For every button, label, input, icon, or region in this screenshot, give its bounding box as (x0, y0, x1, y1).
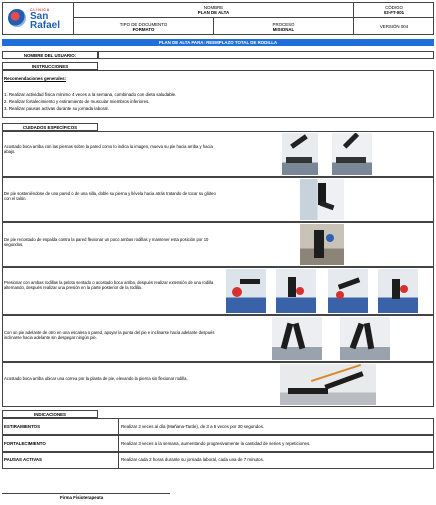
version-cell: VERSIÓN 004 (379, 24, 409, 29)
codigo-value: 03-FT-001 (383, 9, 405, 15)
nombre-value: PLAN DE ALTA (197, 9, 230, 15)
cuidado-text-4: Presionar con ambas rodillas la pelota sentado o acostado boca arriba, después realizar extensión de una rodilla alternando, después realizar una presión en la parte posterior de la rodilla. (4, 280, 214, 291)
exercise-photo (340, 317, 390, 360)
cuidado-text-6: Acostado boca arriba ubicar una correa por la planta de pie, elevando la pierna sin flexionar rodilla. (4, 376, 188, 381)
cuidado-text-1: Acostado boca arriba con las piernas sobre la pared como lo indica la imagen, mueva su pie hacia arriba y hacia abajo. (4, 144, 213, 155)
exercise-photo (300, 179, 344, 220)
cuidado-text-3: De pie recostado de espalda contra la pared flexionar un poco ambas rodillas y mantener esta posición por 10 segundos. (4, 237, 209, 248)
indicacion-text-3: Realizar cada 2 horas durante su jornada laboral, cada una de 7 minutos. (121, 457, 265, 462)
indicacion-label-1: ESTIRAMIENTOS (4, 424, 41, 429)
cuidado-row (2, 267, 434, 315)
firma-line (2, 493, 170, 494)
exercise-photo (280, 364, 376, 405)
cuidado-text-5: Con un pie adelante de otro en una escalera o pared, apoyar la punta del pie e inclinarse hacia adelante después inclinarse hacia adelante sin despegar ningún pie. (4, 330, 215, 341)
proceso-label: PROCESO (272, 21, 295, 27)
tipo-value: FORMATO (132, 26, 155, 32)
instrucciones-item-2: 2. Realizar fortalecimiento y estiramiento de muscular miembros inferiores. (4, 99, 150, 104)
indicacion-label-3: PAUSAS ACTIVAS (4, 457, 42, 462)
logo-line3: Rafael (30, 20, 61, 31)
indicacion-text-2: Realizar 3 veces a la semana, aumentando progresivamente la cantidad de series y repeticiones. (121, 441, 311, 446)
logo-line2: San (30, 11, 49, 22)
plan-banner: PLAN DE ALTA PARA: REEMPLAZO TOTAL DE RODILLA (2, 39, 434, 46)
tipo-label: TIPO DE DOCUMENTO (119, 21, 168, 27)
nombre-cell (74, 2, 354, 18)
usuario-field[interactable] (98, 51, 434, 59)
exercise-photo (378, 269, 418, 313)
instrucciones-item-1: 1. Realizar actividad física mínimo 4 veces a la semana, combinado con dieta saludable. (4, 92, 177, 97)
usuario-label: NOMBRE DEL USUARIO: (2, 51, 98, 59)
proceso-value: MISIONAL (272, 26, 295, 32)
indicaciones-title: INDICACIONES (2, 410, 98, 418)
exercise-photo (226, 269, 266, 313)
exercise-photo (282, 133, 318, 175)
logo (2, 2, 74, 35)
instrucciones-item-3: 3. Realizar pausas activas durante su jornada laboral. (4, 106, 109, 111)
proceso-cell (214, 18, 354, 35)
exercise-photo (328, 269, 368, 313)
instrucciones-subtitle: Recomendaciones generales: (4, 76, 66, 81)
cuidados-title: CUIDADOS ESPECÍFICOS (2, 123, 98, 131)
exercise-photo (332, 133, 372, 175)
logo-mark-icon (8, 9, 26, 27)
nombre-label: NOMBRE (203, 4, 224, 10)
indicacion-text-1: Realizar 2 veces al día (Mañana-Tarde), de 3 a 5 veces por 30 segundos. (121, 424, 265, 429)
tipo-cell (74, 18, 214, 35)
exercise-photo (276, 269, 316, 313)
codigo-cell (354, 2, 434, 18)
exercise-photo (272, 317, 322, 360)
instrucciones-title: INSTRUCCIONES (2, 62, 98, 70)
codigo-label: CÓDIGO (385, 4, 403, 10)
cuidado-text-2: De pie sosteniéndose de una pared o de una silla, doble su pierna y llévela hacia atrás tratando de tocar su glúteo con el talón. (4, 191, 216, 202)
indicacion-label-2: FORTALECIMIENTO (4, 441, 46, 446)
firma-label: Firma Fisioterapeuta (60, 495, 104, 500)
logo-line1: CLÍNICA (30, 8, 51, 12)
exercise-photo (300, 224, 344, 265)
